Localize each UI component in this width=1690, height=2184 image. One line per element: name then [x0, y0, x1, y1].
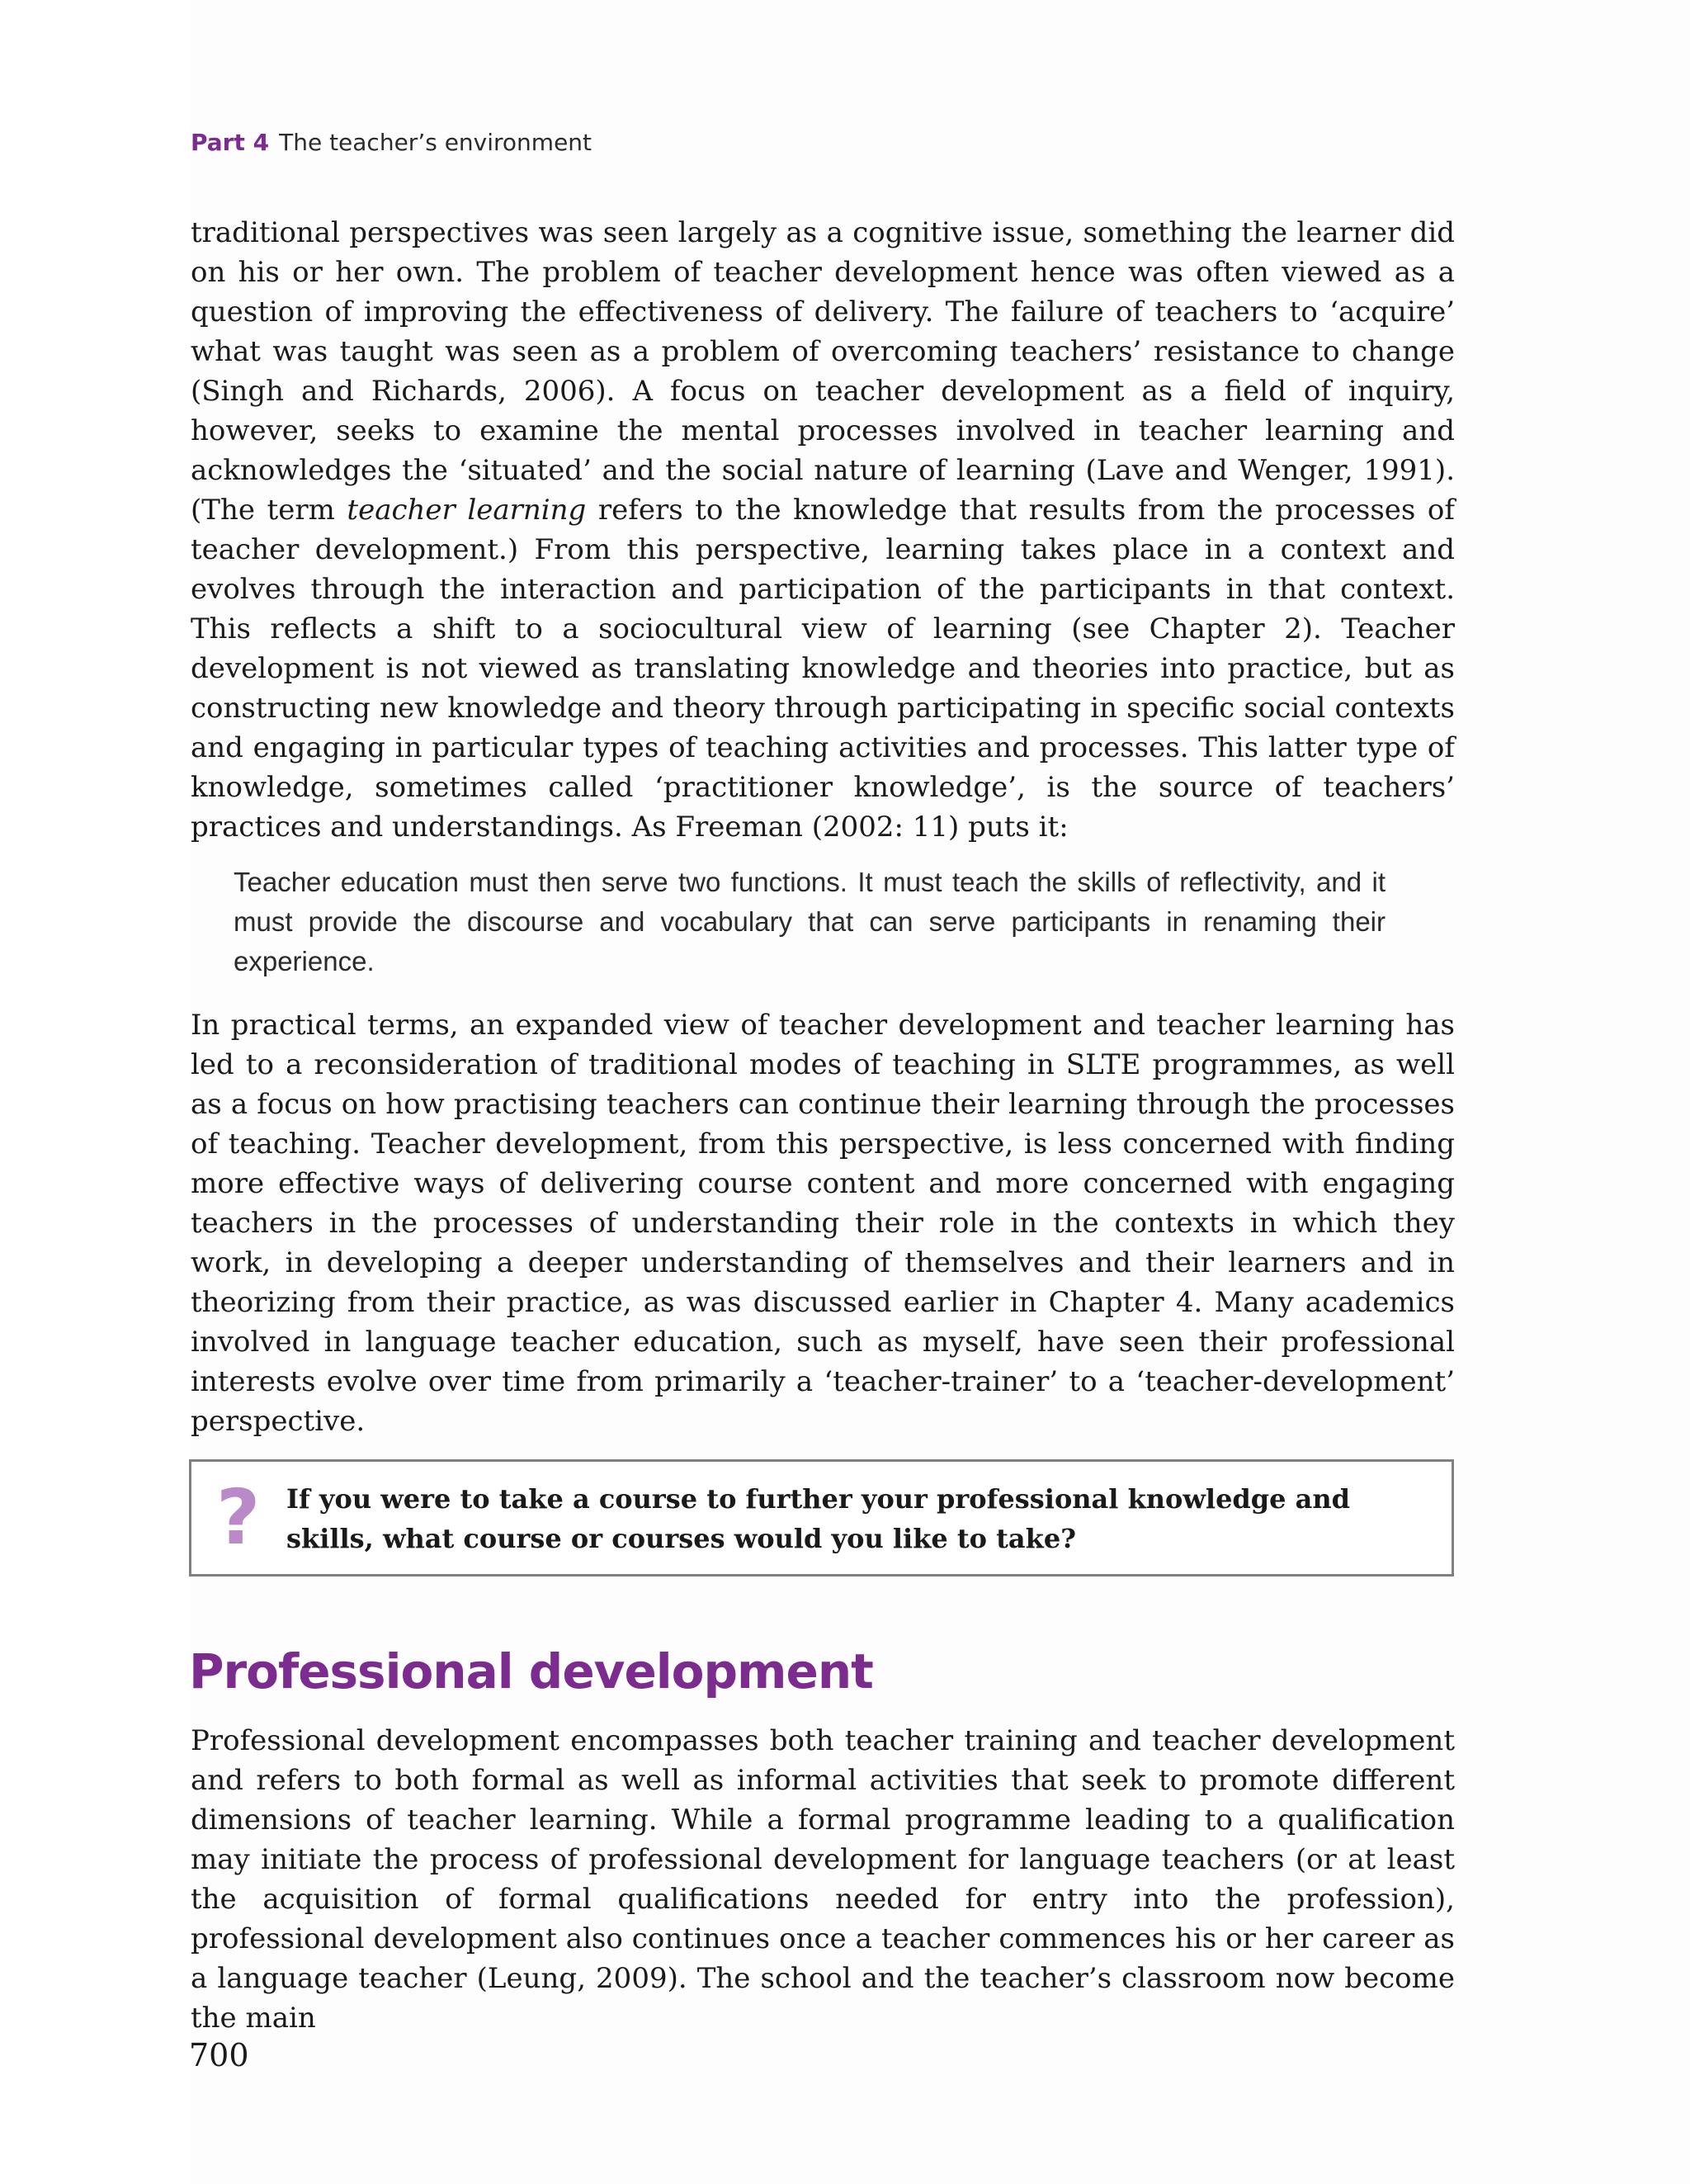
section-heading: Professional development — [189, 1643, 873, 1699]
question-mark-icon: ? — [216, 1473, 261, 1562]
running-head-title: The teacher’s environment — [279, 129, 592, 156]
page-number: 700 — [189, 2037, 249, 2073]
paragraph-1-text-a: traditional perspectives was seen largely as a cognitive issue, something the learner did on his or her own. The problem of teacher development hence was often viewed as a question of improving the effectiveness of delivery. The failure of teachers to ‘acquire’ what was taught was seen as a problem of overcoming teachers’ resistance to change (Singh and Richards, 2006). A focus on teacher development as a field of inquiry, however, seeks to examine the mental processes involved in teacher learning and acknowledges the ‘situated’ and the social nature of learning (Lave and Wenger, 1991). (The term — [191, 216, 1455, 527]
running-head-part: Part 4 — [191, 129, 270, 156]
body-paragraph-2: In practical terms, an expanded view of teacher development and teacher learning has led to a reconsideration of traditional modes of teaching in SLTE programmes, as well as a focus on how practising teachers can continue their learning through the processes of teaching. Teacher development, from this perspective, is less concerned with finding more effective ways of delivering course content and more concerned with engaging teachers in the processes of understanding their role in the contexts in which they work, in developing a deeper understanding of themselves and their learners and in theorizing from their practice, as was discussed earlier in Chapter 4. Many academics involved in language teacher education, such as myself, have seen their professional interests evolve over time from primarily a ‘teacher-trainer’ to a ‘teacher-development’ perspective. — [191, 1009, 1455, 1438]
reflection-question-box — [189, 1459, 1454, 1577]
body-paragraph-1 — [191, 213, 1455, 847]
reflection-question-text: If you were to take a course to further your professional knowledge and skills, what course or courses would you like to take? — [286, 1483, 1351, 1554]
block-quote: Teacher education must then serve two functions. It must teach the skills of reflectivity, and it must provide the discourse and vocabulary that can serve participants in renaming their experience. — [234, 867, 1386, 976]
paragraph-1-text-b: refers to the knowledge that results from the processes of teacher development.) From this perspective, learning takes place in a context and evolves through the interaction and participation of the participants in that context. This reflects a shift to a sociocultural view of learning (see Chapter 2). Teacher development is not viewed as translating knowledge and theories into practice, but as constructing new knowledge and theory through participating in specific social contexts and engaging in particular types of teaching activities and processes. This latter type of knowledge, sometimes called ‘practitioner knowledge’, is the source of teachers’ practices and understandings. As Freeman (2002: 11) puts it: — [191, 494, 1455, 844]
body-paragraph-3: Professional development encompasses both teacher training and teacher development and refers to both formal as well as informal activities that seek to promote different dimensions of teacher learning. While a formal programme leading to a qualification may initiate the process of professional development for language teachers (or at least the acquisition of formal qualifications needed for entry into the profession), professional development also continues once a teacher commences his or her career as a language teacher (Leung, 2009). The school and the teacher’s classroom now become the main — [191, 1724, 1455, 2035]
running-head — [191, 129, 592, 156]
italic-term: teacher learning — [347, 494, 587, 527]
